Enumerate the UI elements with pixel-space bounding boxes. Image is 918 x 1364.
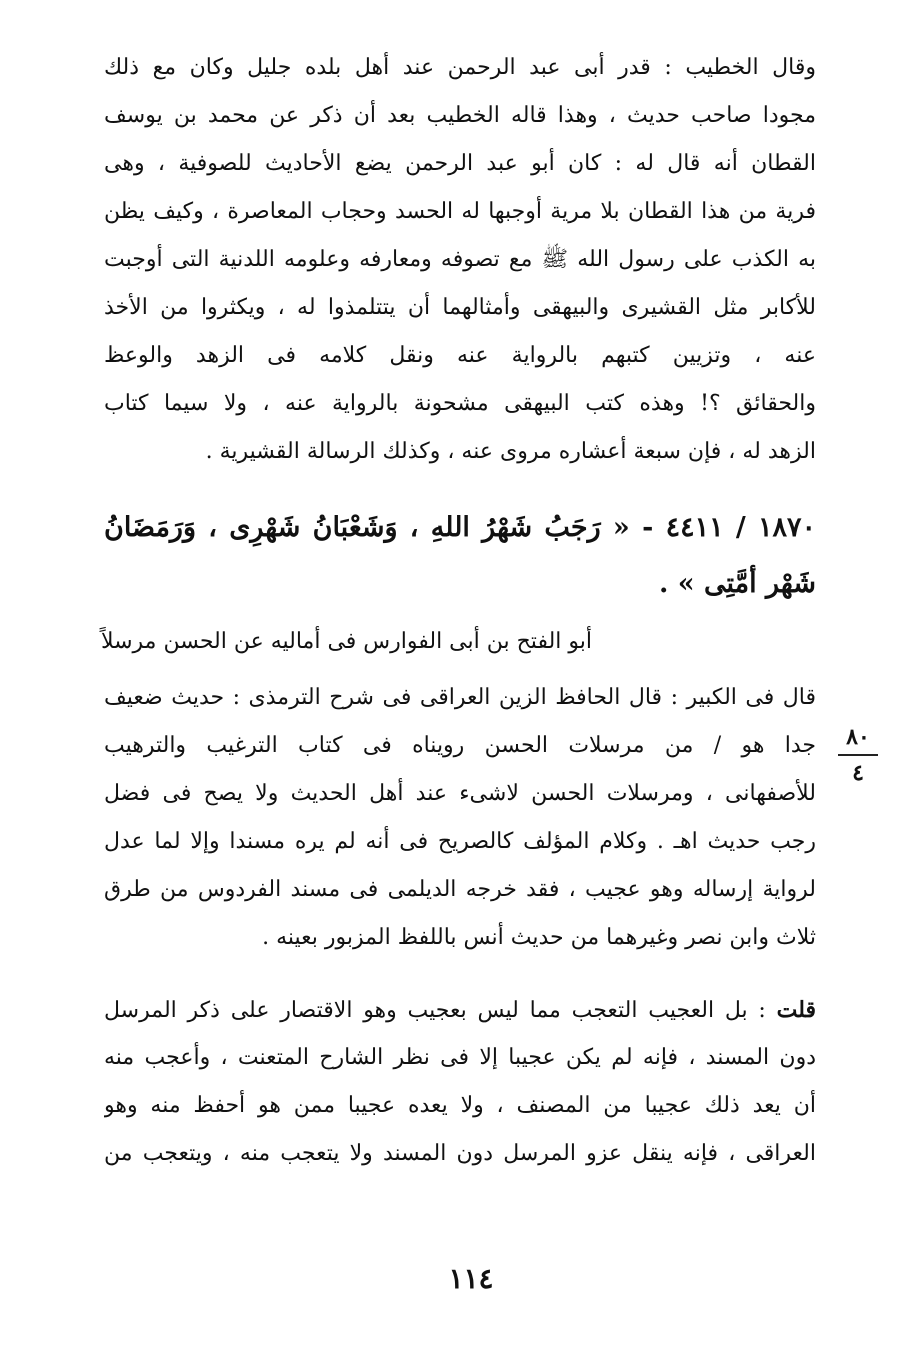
- text-line: فرية من هذا القطان بلا مرية أوجبها له الحسد وحجاب المعاصرة ، وكيف يظن: [104, 199, 816, 224]
- hadith-text-line: ١٨٧٠ / ٤٤١١ - « رَجَبُ شَهْرُ اللهِ ، وَشَعْبَانُ شَهْرِى ، وَرَمَضَانُ: [104, 512, 816, 543]
- text-line: ثلاث وابن نصر وغيرهما من حديث أنس باللفظ المزبور بعينه .: [262, 925, 816, 950]
- text-line: عنه ، وتزيين كتبهم بالرواية عنه ونقل كلامه فى الزهد والوعظ: [104, 343, 816, 368]
- text-line: أن يعد ذلك عجيبا من المصنف ، ولا يعده عجيبا ممن هو أحفظ منه وهو: [104, 1093, 816, 1118]
- text-line: والحقائق ؟! وهذه كتب البيهقى مشحونة بالرواية عنه ، ولا سيما كتاب: [104, 391, 816, 416]
- qultu-label: قلت: [776, 997, 816, 1023]
- text-line: القطان أنه قال له : كان أبو عبد الرحمن يضع الأحاديث للصوفية ، وهى: [104, 151, 816, 176]
- text-line: لرواية إرساله وهو عجيب ، فقد خرجه الديلمى فى مسند الفردوس من طرق: [104, 877, 816, 902]
- text-line: [104, 986, 816, 1034]
- text-line: رجب حديث اهـ . وكلام المؤلف كالصريح فى أنه لم يره مسندا وإلا لما عدل: [104, 829, 816, 854]
- page-number: ١١٤: [448, 1262, 494, 1295]
- text-line: وقال الخطيب : قدر أبى عبد الرحمن عند أهل بلده جليل وكان مع ذلك: [104, 55, 816, 80]
- text-line: للأكابر مثل القشيرى والبيهقى وأمثالهما أن يتتلمذوا له ، ويكثروا من الأخذ: [104, 295, 816, 320]
- hadith-source: أبو الفتح بن أبى الفوارس فى أماليه عن الحسن مرسلاً: [100, 629, 592, 654]
- paragraph-commentary-2: [104, 674, 816, 962]
- text-line: جدا هو / من مرسلات الحسن رويناه فى كتاب الترغيب والترهيب: [104, 733, 816, 758]
- hadith-text-line: شَهْر أمَّتِى » .: [658, 568, 816, 599]
- margin-divider: [838, 754, 878, 756]
- text-line: للأصفهانى ، ومرسلات الحسن لاشىء عند أهل الحديث ولا يصح فى فضل: [104, 781, 816, 806]
- text-line: الزهد له ، فإن سبعة أعشاره مروى عنه ، وكذلك الرسالة القشيرية .: [205, 439, 816, 464]
- text-line: به الكذب على رسول الله ﷺ مع تصوفه ومعارفه وعلومه اللدنية التى أوجبت: [104, 247, 816, 272]
- margin-reference-top: ٨٠: [846, 724, 870, 750]
- text-line-rest: : بل العجيب التعجب مما ليس بعجيب وهو الاقتصار على ذكر المرسل: [104, 998, 766, 1023]
- margin-reference-bottom: ٤: [852, 760, 864, 786]
- text-line: دون المسند ، فإنه لم يكن عجيبا إلا فى نظر الشارح المتعنت ، وأعجب منه: [104, 1045, 816, 1070]
- hadith-entry: [104, 500, 816, 612]
- paragraph-commentary-3: [104, 986, 816, 1178]
- paragraph-commentary-1: [104, 44, 816, 476]
- text-line: العراقى ، فإنه ينقل عزو المرسل دون المسند ولا يتعجب منه ، ويتعجب من: [104, 1141, 816, 1166]
- text-line: قال فى الكبير : قال الحافظ الزين العراقى فى شرح الترمذى : حديث ضعيف: [104, 685, 816, 710]
- text-line: مجودا صاحب حديث ، وهذا قاله الخطيب بعد أن ذكر عن محمد بن يوسف: [104, 103, 816, 128]
